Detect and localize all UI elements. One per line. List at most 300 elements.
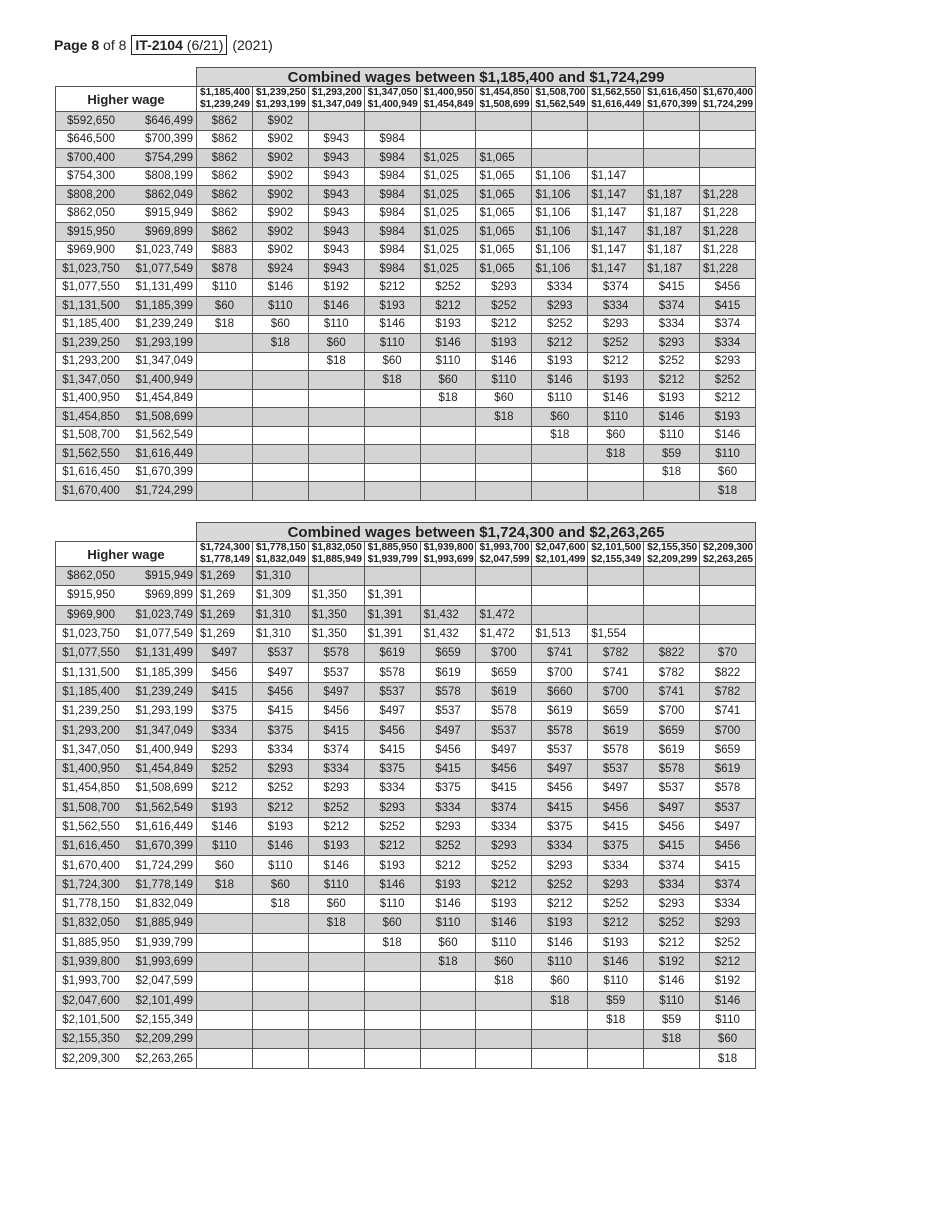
range-low: $1,347,050 — [367, 87, 418, 98]
withholding-cell: $146 — [588, 952, 644, 971]
withholding-cell — [364, 1010, 420, 1029]
withholding-cell — [588, 112, 644, 131]
withholding-cell: $1,269 — [197, 567, 253, 586]
withholding-cell — [700, 149, 756, 168]
withholding-cell — [700, 567, 756, 586]
table-row — [56, 371, 756, 390]
withholding-cell — [588, 463, 644, 482]
range-low: $1,400,950 — [423, 87, 474, 98]
form-year: (2021) — [232, 37, 273, 53]
withholding-cell — [197, 371, 253, 390]
withholding-cell: $193 — [197, 798, 253, 817]
withholding-cell — [197, 482, 253, 501]
range-high: $1,508,699 — [479, 99, 530, 110]
wage-range-high: $1,454,849 — [126, 759, 197, 778]
withholding-cell: $110 — [197, 278, 253, 297]
withholding-cell: $18 — [532, 426, 588, 445]
wage-range-low: $1,239,250 — [56, 334, 127, 353]
withholding-cell: $212 — [476, 315, 532, 334]
withholding-cell: $659 — [700, 740, 756, 759]
withholding-cell: $293 — [700, 352, 756, 371]
withholding-cell: $741 — [532, 644, 588, 663]
withholding-cell: $18 — [308, 914, 364, 933]
withholding-cell — [532, 149, 588, 168]
wage-range-high: $1,077,549 — [126, 260, 197, 279]
table-row — [56, 112, 756, 131]
withholding-cell: $578 — [476, 702, 532, 721]
wage-range-low: $1,562,550 — [56, 817, 127, 836]
table-row — [56, 895, 756, 914]
table-row — [56, 991, 756, 1010]
withholding-cell — [700, 112, 756, 131]
wage-range-high: $1,131,499 — [126, 644, 197, 663]
withholding-cell: $293 — [476, 837, 532, 856]
withholding-cell: $902 — [252, 167, 308, 186]
withholding-cell — [532, 1030, 588, 1049]
withholding-cell: $1,065 — [476, 260, 532, 279]
withholding-cell: $293 — [420, 817, 476, 836]
wage-range-low: $1,023,750 — [56, 624, 127, 643]
withholding-cell: $1,310 — [252, 624, 308, 643]
wage-range-high: $1,400,949 — [126, 371, 197, 390]
withholding-cell: $293 — [532, 856, 588, 875]
withholding-cell: $1,228 — [700, 241, 756, 260]
withholding-cell: $146 — [197, 817, 253, 836]
range-low: $2,209,300 — [703, 542, 754, 553]
withholding-cell: $110 — [588, 972, 644, 991]
withholding-cell — [197, 1010, 253, 1029]
withholding-cell — [476, 130, 532, 149]
withholding-cell: $18 — [364, 371, 420, 390]
withholding-cell: $659 — [644, 721, 700, 740]
table-row — [56, 663, 756, 682]
wage-range-high: $1,508,699 — [126, 408, 197, 427]
withholding-cell: $984 — [364, 149, 420, 168]
wage-range-high: $1,400,949 — [126, 740, 197, 759]
withholding-cell — [252, 482, 308, 501]
withholding-cell — [364, 426, 420, 445]
withholding-cell: $902 — [252, 223, 308, 242]
range-high: $1,239,249 — [200, 99, 250, 110]
withholding-cell: $146 — [532, 371, 588, 390]
withholding-cell: $1,147 — [588, 186, 644, 205]
withholding-cell: $415 — [644, 278, 700, 297]
withholding-cell: $883 — [197, 241, 253, 260]
withholding-cell: $334 — [644, 315, 700, 334]
withholding-cell: $862 — [197, 223, 253, 242]
withholding-cell — [644, 149, 700, 168]
withholding-cell: $18 — [588, 445, 644, 464]
table-row — [56, 856, 756, 875]
withholding-cell — [476, 112, 532, 131]
withholding-cell: $60 — [532, 972, 588, 991]
withholding-cell: $456 — [197, 663, 253, 682]
withholding-cell — [252, 914, 308, 933]
wage-range-high: $2,155,349 — [126, 1010, 197, 1029]
column-range-header — [420, 542, 476, 567]
withholding-cell: $659 — [476, 663, 532, 682]
wage-range-low: $969,900 — [56, 241, 127, 260]
withholding-cell — [644, 605, 700, 624]
withholding-cell: $943 — [308, 241, 364, 260]
wage-range-low: $1,185,400 — [56, 682, 127, 701]
withholding-cell: $456 — [644, 817, 700, 836]
column-header-row — [56, 87, 756, 112]
wage-range-low: $1,724,300 — [56, 875, 127, 894]
withholding-cell: $60 — [532, 408, 588, 427]
withholding-cell: $212 — [252, 798, 308, 817]
withholding-cell: $193 — [420, 315, 476, 334]
table-row — [56, 837, 756, 856]
withholding-cell: $943 — [308, 223, 364, 242]
withholding-cell: $700 — [588, 682, 644, 701]
withholding-cell: $782 — [644, 663, 700, 682]
range-low: $1,939,800 — [423, 542, 474, 553]
withholding-cell — [252, 972, 308, 991]
wage-range-low: $1,400,950 — [56, 389, 127, 408]
withholding-cell: $537 — [644, 779, 700, 798]
wage-range-high: $1,185,399 — [126, 297, 197, 316]
withholding-cell: $497 — [700, 817, 756, 836]
withholding-cell: $293 — [532, 297, 588, 316]
wage-range-low: $1,077,550 — [56, 278, 127, 297]
table-row — [56, 586, 756, 605]
withholding-cell — [197, 933, 253, 952]
withholding-cell — [588, 482, 644, 501]
withholding-cell — [364, 1030, 420, 1049]
wage-range-low: $1,508,700 — [56, 426, 127, 445]
withholding-cell: $497 — [532, 759, 588, 778]
withholding-cell: $1,391 — [364, 624, 420, 643]
higher-wage-header: Higher wage — [56, 542, 197, 567]
withholding-cell — [700, 130, 756, 149]
column-range-header — [644, 542, 700, 567]
withholding-cell: $334 — [252, 740, 308, 759]
withholding-cell: $415 — [532, 798, 588, 817]
withholding-cell — [364, 463, 420, 482]
withholding-cell — [644, 112, 700, 131]
withholding-cell: $212 — [364, 837, 420, 856]
range-low: $2,047,600 — [535, 542, 586, 553]
withholding-cell: $415 — [252, 702, 308, 721]
withholding-cell — [700, 586, 756, 605]
withholding-cell: $415 — [364, 740, 420, 759]
range-low: $1,616,450 — [647, 87, 698, 98]
withholding-cell — [364, 408, 420, 427]
withholding-cell: $1,106 — [532, 167, 588, 186]
withholding-cell: $700 — [644, 702, 700, 721]
withholding-cell: $192 — [308, 278, 364, 297]
wage-range-high: $2,101,499 — [126, 991, 197, 1010]
withholding-cell: $537 — [476, 721, 532, 740]
withholding-cell — [308, 972, 364, 991]
withholding-cell — [364, 567, 420, 586]
withholding-cell: $1,391 — [364, 586, 420, 605]
wage-range-high: $2,263,265 — [126, 1049, 197, 1068]
withholding-cell: $110 — [700, 1010, 756, 1029]
withholding-cell: $578 — [700, 779, 756, 798]
range-low: $1,885,950 — [367, 542, 418, 553]
withholding-cell — [308, 426, 364, 445]
withholding-cell — [476, 991, 532, 1010]
withholding-cell — [252, 463, 308, 482]
withholding-cell: $146 — [588, 389, 644, 408]
withholding-cell — [252, 952, 308, 971]
range-low: $1,185,400 — [200, 87, 250, 98]
wage-range-low: $1,939,800 — [56, 952, 127, 971]
withholding-cell: $1,106 — [532, 223, 588, 242]
withholding-cell: $700 — [476, 644, 532, 663]
withholding-cell — [252, 408, 308, 427]
withholding-cell — [420, 408, 476, 427]
withholding-cell: $660 — [532, 682, 588, 701]
withholding-cell: $60 — [364, 352, 420, 371]
table-row — [56, 779, 756, 798]
form-id-box: IT-2104 (6/21) — [131, 35, 227, 55]
withholding-cell: $293 — [588, 315, 644, 334]
withholding-cell: $146 — [420, 895, 476, 914]
column-range-header — [476, 87, 532, 112]
table-row — [56, 1030, 756, 1049]
withholding-cell — [420, 567, 476, 586]
range-low: $1,293,200 — [311, 87, 362, 98]
withholding-cell: $293 — [644, 334, 700, 353]
wage-range-high: $1,885,949 — [126, 914, 197, 933]
withholding-cell: $1,106 — [532, 204, 588, 223]
wage-range-low: $915,950 — [56, 223, 127, 242]
withholding-cell — [364, 482, 420, 501]
withholding-cell — [308, 1030, 364, 1049]
withholding-cell: $59 — [644, 1010, 700, 1029]
withholding-cell: $146 — [700, 991, 756, 1010]
range-low: $2,155,350 — [647, 542, 698, 553]
withholding-cell: $984 — [364, 186, 420, 205]
withholding-cell — [644, 482, 700, 501]
wage-range-high: $1,724,299 — [126, 856, 197, 875]
table-row — [56, 759, 756, 778]
range-high: $1,562,549 — [535, 99, 586, 110]
wage-range-low: $915,950 — [56, 586, 127, 605]
withholding-cell: $456 — [532, 779, 588, 798]
wage-range-low: $1,616,450 — [56, 837, 127, 856]
withholding-cell — [197, 914, 253, 933]
table-row — [56, 297, 756, 316]
withholding-cell: $60 — [700, 1030, 756, 1049]
withholding-cell: $456 — [476, 759, 532, 778]
withholding-cell: $1,472 — [476, 605, 532, 624]
withholding-cell: $578 — [644, 759, 700, 778]
range-high: $1,993,699 — [423, 554, 474, 565]
withholding-cell — [644, 586, 700, 605]
wage-range-high: $1,293,199 — [126, 702, 197, 721]
withholding-cell: $1,432 — [420, 624, 476, 643]
withholding-cell: $1,309 — [252, 586, 308, 605]
withholding-cell: $1,065 — [476, 241, 532, 260]
wage-range-low: $1,454,850 — [56, 408, 127, 427]
withholding-cell: $1,106 — [532, 186, 588, 205]
table-row — [56, 952, 756, 971]
withholding-cell: $374 — [644, 297, 700, 316]
blank-corner — [56, 523, 197, 542]
withholding-cell: $252 — [252, 779, 308, 798]
table-row — [56, 914, 756, 933]
withholding-cell: $943 — [308, 167, 364, 186]
withholding-cell: $822 — [700, 663, 756, 682]
withholding-cell: $619 — [588, 721, 644, 740]
withholding-cell — [197, 952, 253, 971]
withholding-cell — [644, 1049, 700, 1068]
withholding-cell: $537 — [588, 759, 644, 778]
range-high: $2,263,265 — [703, 554, 754, 565]
wage-range-low: $1,293,200 — [56, 352, 127, 371]
withholding-cell: $60 — [476, 952, 532, 971]
wage-range-high: $1,347,049 — [126, 352, 197, 371]
withholding-cell — [252, 991, 308, 1010]
withholding-cell — [476, 1049, 532, 1068]
wage-range-high: $1,832,049 — [126, 895, 197, 914]
withholding-cell: $193 — [476, 334, 532, 353]
wage-range-high: $1,347,049 — [126, 721, 197, 740]
withholding-cell: $193 — [532, 352, 588, 371]
wage-range-low: $862,050 — [56, 567, 127, 586]
withholding-cell — [532, 586, 588, 605]
withholding-cell: $1,187 — [644, 223, 700, 242]
withholding-cell: $193 — [364, 856, 420, 875]
withholding-cell — [252, 1030, 308, 1049]
range-low: $1,239,250 — [255, 87, 306, 98]
withholding-cell: $146 — [364, 875, 420, 894]
withholding-cell: $212 — [644, 371, 700, 390]
withholding-cell: $1,269 — [197, 624, 253, 643]
range-high: $1,939,799 — [367, 554, 418, 565]
table-row — [56, 482, 756, 501]
withholding-cell: $943 — [308, 186, 364, 205]
withholding-cell: $18 — [476, 972, 532, 991]
withholding-cell: $18 — [588, 1010, 644, 1029]
column-range-header — [308, 87, 364, 112]
page-header — [54, 35, 273, 55]
table-row — [56, 445, 756, 464]
wage-range-low: $1,885,950 — [56, 933, 127, 952]
wage-range-high: $2,047,599 — [126, 972, 197, 991]
wage-range-low: $700,400 — [56, 149, 127, 168]
table-row — [56, 278, 756, 297]
withholding-cell: $192 — [644, 952, 700, 971]
withholding-cell — [644, 567, 700, 586]
range-low: $1,832,050 — [311, 542, 362, 553]
column-range-header — [252, 542, 308, 567]
withholding-cell: $334 — [197, 721, 253, 740]
table-row — [56, 933, 756, 952]
withholding-cell: $60 — [197, 297, 253, 316]
withholding-cell: $60 — [252, 315, 308, 334]
withholding-cell: $18 — [420, 389, 476, 408]
withholding-cell: $146 — [308, 297, 364, 316]
column-range-header — [308, 542, 364, 567]
wage-range-high: $969,899 — [126, 223, 197, 242]
wage-range-high: $969,899 — [126, 586, 197, 605]
withholding-cell: $334 — [532, 278, 588, 297]
withholding-cell: $110 — [420, 352, 476, 371]
wage-range-high: $808,199 — [126, 167, 197, 186]
withholding-cell — [252, 1049, 308, 1068]
withholding-cell: $334 — [700, 334, 756, 353]
column-range-header — [532, 87, 588, 112]
withholding-cell: $146 — [532, 933, 588, 952]
withholding-cell: $1,065 — [476, 223, 532, 242]
withholding-cell: $334 — [476, 817, 532, 836]
withholding-cell — [420, 463, 476, 482]
range-high: $1,616,449 — [591, 99, 642, 110]
withholding-cell: $984 — [364, 130, 420, 149]
withholding-cell — [476, 445, 532, 464]
withholding-cell — [532, 445, 588, 464]
withholding-cell: $193 — [252, 817, 308, 836]
withholding-cell: $984 — [364, 204, 420, 223]
withholding-cell: $334 — [420, 798, 476, 817]
table-row — [56, 149, 756, 168]
withholding-cell — [588, 149, 644, 168]
withholding-cell — [197, 991, 253, 1010]
table-row — [56, 426, 756, 445]
wage-range-high: $1,616,449 — [126, 445, 197, 464]
withholding-cell: $1,147 — [588, 204, 644, 223]
withholding-cell: $659 — [420, 644, 476, 663]
withholding-cell — [532, 1010, 588, 1029]
withholding-cell: $1,025 — [420, 223, 476, 242]
range-high: $1,347,049 — [311, 99, 362, 110]
withholding-cell: $619 — [700, 759, 756, 778]
withholding-cell: $375 — [532, 817, 588, 836]
table-row — [56, 567, 756, 586]
withholding-table-1 — [55, 67, 756, 501]
withholding-cell: $1,228 — [700, 223, 756, 242]
withholding-cell — [252, 933, 308, 952]
table-row — [56, 798, 756, 817]
withholding-cell — [700, 605, 756, 624]
withholding-cell — [308, 371, 364, 390]
wage-range-high: $1,239,249 — [126, 682, 197, 701]
withholding-cell: $1,025 — [420, 167, 476, 186]
withholding-cell: $374 — [644, 856, 700, 875]
wage-range-low: $1,347,050 — [56, 740, 127, 759]
withholding-cell: $1,025 — [420, 241, 476, 260]
withholding-cell: $741 — [644, 682, 700, 701]
table-row — [56, 352, 756, 371]
withholding-cell — [476, 1030, 532, 1049]
withholding-cell: $110 — [197, 837, 253, 856]
withholding-cell: $110 — [308, 875, 364, 894]
withholding-cell — [588, 1049, 644, 1068]
withholding-cell — [308, 1049, 364, 1068]
withholding-cell: $252 — [476, 297, 532, 316]
withholding-cell — [308, 482, 364, 501]
withholding-cell: $60 — [308, 895, 364, 914]
withholding-cell: $110 — [476, 371, 532, 390]
withholding-cell: $456 — [420, 740, 476, 759]
withholding-cell: $456 — [308, 702, 364, 721]
range-low: $2,101,500 — [591, 542, 642, 553]
withholding-cell: $252 — [644, 352, 700, 371]
withholding-cell: $375 — [252, 721, 308, 740]
range-low: $1,778,150 — [255, 542, 306, 553]
withholding-cell — [197, 408, 253, 427]
withholding-cell: $1,310 — [252, 567, 308, 586]
withholding-cell: $110 — [588, 408, 644, 427]
withholding-cell — [532, 1049, 588, 1068]
withholding-cell: $212 — [420, 297, 476, 316]
withholding-cell: $782 — [700, 682, 756, 701]
